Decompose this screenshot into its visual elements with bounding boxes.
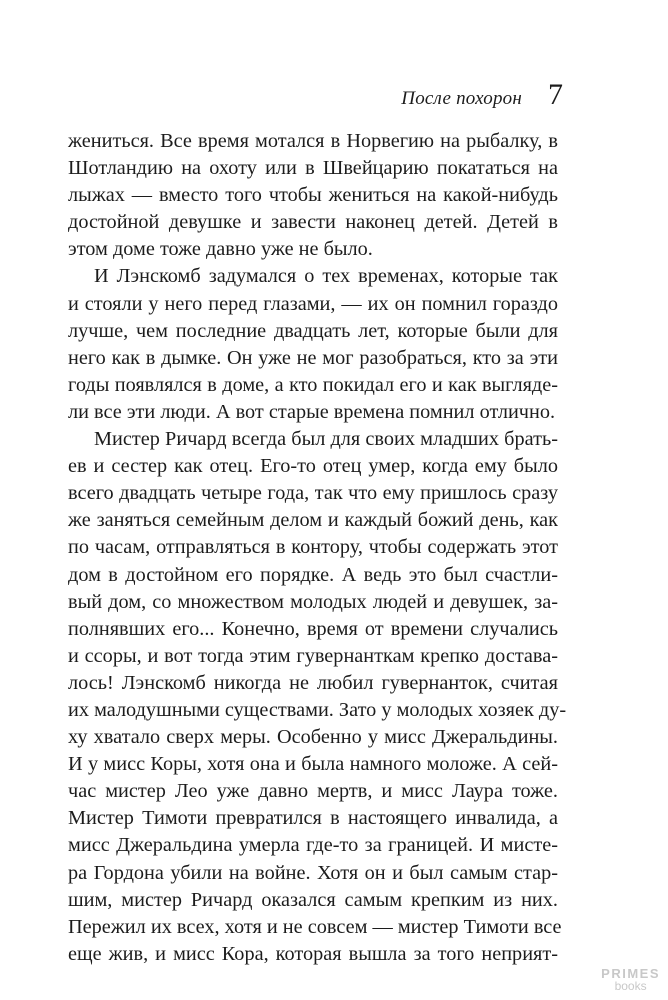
text-line: И у мисс Коры, хотя она и была намного моложе. А сей- bbox=[68, 753, 558, 776]
text-line: достойной девушке и завести наконец детей. Детей в bbox=[68, 211, 558, 234]
text-line: час мистер Лео уже давно мертв, и мисс Лаура тоже. bbox=[68, 780, 558, 803]
text-line: же заняться семейным делом и каждый божий день, как bbox=[68, 509, 558, 532]
text-line: него как в дымке. Он уже не мог разобраться, кто за эти bbox=[68, 346, 558, 369]
text-line: Шотландию на охоту или в Швейцарию покататься на bbox=[68, 157, 558, 180]
text-line: и стояли у него перед глазами, — их он помнил гораздо bbox=[68, 292, 558, 315]
text-line: дом в достойном его порядке. А ведь это был счастли- bbox=[68, 563, 558, 586]
text-line: жениться. Все время мотался в Норвегию на рыбалку, в bbox=[68, 130, 558, 152]
page-number: 7 bbox=[548, 78, 563, 111]
text-line: мисс Джеральдина умерла где-то за границей. И мисте- bbox=[68, 834, 558, 857]
text-line: и ссоры, и вот тогда этим гувернанткам крепко достава- bbox=[68, 644, 558, 667]
text-line: лось! Лэнскомб никогда не любил гувернанток, считая bbox=[68, 671, 558, 694]
text-line: ра Гордона убили на войне. Хотя он и был самым стар- bbox=[68, 861, 558, 884]
text-line: Мистер Тимоти превратился в настоящего инвалида, а bbox=[68, 807, 558, 830]
text-line: их малодушными существами. Зато у молодых хозяек ду- bbox=[68, 698, 567, 721]
text-line: ли все эти люди. А вот старые времена помнил отлично. bbox=[68, 400, 556, 423]
text-line: ев и сестер как отец. Его-то отец умер, когда ему было bbox=[68, 455, 558, 478]
text-line: полнявших его... Конечно, время от времени случались bbox=[68, 617, 558, 640]
text-line: по часам, отправляться в контору, чтобы содержать этот bbox=[68, 536, 558, 559]
text-line: шим, мистер Ричард оказался самым крепким из них. bbox=[68, 888, 558, 911]
text-line: годы появлялся в доме, а кто покидал его и как выгляде- bbox=[68, 373, 558, 396]
text-line: всего двадцать четыре года, так что ему пришлось сразу bbox=[68, 482, 558, 505]
text-line: этом доме тоже давно уже не было. bbox=[68, 238, 373, 261]
text-line: Мистер Ричард всегда был для своих младших брать- bbox=[94, 428, 558, 451]
text-line: вый дом, со множеством молодых людей и девушек, за- bbox=[68, 590, 558, 613]
text-line: еще жив, и мисс Кора, которая вышла за того неприят- bbox=[68, 942, 558, 965]
text-line: ху хватало сверх меры. Особенно у мисс Джеральдины. bbox=[68, 726, 558, 749]
publisher-watermark bbox=[601, 967, 660, 992]
running-title: После похорон bbox=[401, 88, 522, 109]
watermark-line-2: books bbox=[614, 979, 647, 993]
text-line: И Лэнскомб задумался о тех временах, которые так bbox=[94, 265, 558, 288]
text-line: лыжах — вместо того чтобы жениться на какой-нибудь bbox=[68, 184, 558, 207]
text-line: лучше, чем последние двадцать лет, которые были для bbox=[68, 319, 558, 342]
watermark-line-1: PRIMES bbox=[601, 966, 660, 981]
running-head bbox=[401, 80, 563, 110]
text-line: Пережил их всех, хотя и не совсем — мистер Тимоти все bbox=[68, 915, 562, 938]
body-text bbox=[68, 128, 567, 968]
